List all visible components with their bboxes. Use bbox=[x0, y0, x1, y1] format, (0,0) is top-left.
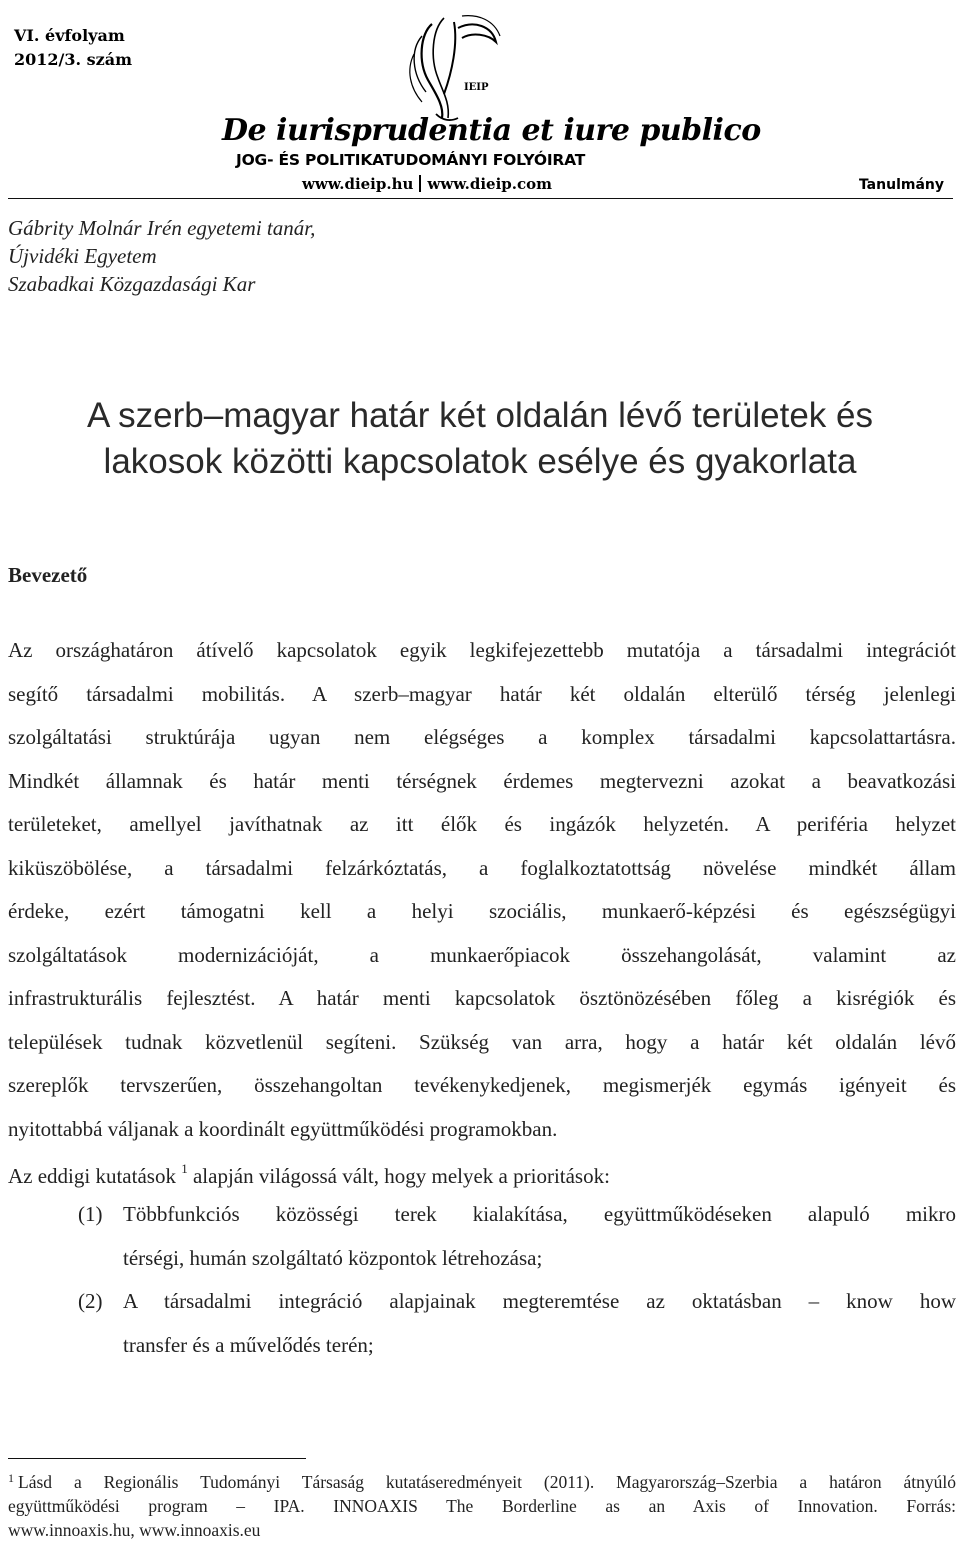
footnote-text: Lásd a Regionális Tudományi Társaság kutatáseredményeit (2011). Magyarország–Szerbia a határon átnyúló bbox=[18, 1472, 956, 1492]
footnote-links[interactable]: www.innoaxis.hu, www.innoaxis.eu bbox=[8, 1520, 261, 1540]
article-title bbox=[0, 393, 960, 485]
list-item-number: (2) bbox=[78, 1289, 103, 1313]
footnote-line: együttműködési program – IPA. INNOAXIS The Borderline as an Axis of Innovation. Forrás: bbox=[8, 1496, 956, 1516]
body-line: infrastrukturális fejlesztést. A határ menti kapcsolatok ösztönözésében főleg a kisrégiók és bbox=[8, 986, 956, 1010]
footnote-line bbox=[8, 1466, 956, 1494]
list-item-text: Többfunkciós közösségi terek kialakítása, együttműködéseken alapuló mikro bbox=[123, 1202, 956, 1226]
body-line: területeket, amellyel javíthatnak az itt élők és ingázók helyzetén. A periféria helyzet bbox=[8, 812, 956, 836]
priorities-intro-text: Az eddigi kutatások bbox=[8, 1164, 176, 1188]
website-separator bbox=[419, 175, 421, 192]
body-paragraph bbox=[8, 629, 956, 1151]
journal-header bbox=[0, 0, 960, 205]
priorities-intro bbox=[8, 1149, 610, 1196]
author-faculty: Szabadkai Közgazdasági Kar bbox=[8, 272, 256, 296]
article-title-line-2: lakosok közötti kapcsolatok esélye és gyakorlata bbox=[103, 442, 857, 481]
journal-subtitle: JOG- ÉS POLITIKATUDOMÁNYI FOLYÓIRAT bbox=[236, 151, 586, 169]
footnote-divider bbox=[8, 1458, 306, 1459]
list-item bbox=[78, 1193, 956, 1280]
section-heading: Bevezető bbox=[8, 563, 88, 587]
author-block bbox=[8, 214, 315, 298]
list-item-number: (1) bbox=[78, 1202, 103, 1226]
list-item-text: transfer és a művelődés terén; bbox=[123, 1332, 374, 1357]
journal-websites bbox=[302, 175, 552, 193]
body-line: nyitottabbá váljanak a koordinált együttműködési programokban. bbox=[8, 1116, 558, 1141]
journal-title: De iurisprudentia et iure publico bbox=[222, 113, 761, 148]
priorities-list bbox=[78, 1193, 956, 1367]
article-title-line-1: A szerb–magyar határ két oldalán lévő területek és bbox=[87, 396, 873, 435]
website-link-hu[interactable]: www.dieip.hu bbox=[302, 175, 414, 193]
body-line: szolgáltatások modernizációját, a munkaerőpiacok összehangolását, valamint az bbox=[8, 942, 956, 967]
footnote-number: 1 bbox=[8, 1471, 14, 1485]
body-line: Mindkét államnak és határ menti térségnek érdemes megtervezni azokat a beavatkozási bbox=[8, 768, 956, 793]
footnote bbox=[8, 1466, 956, 1542]
body-line: kiküszöbölése, a társadalmi felzárkóztatás, a foglalkoztatottság növelése mindkét állam bbox=[8, 855, 956, 880]
header-divider bbox=[8, 198, 953, 199]
author-name: Gábrity Molnár Irén egyetemi tanár, bbox=[8, 216, 316, 240]
list-item bbox=[78, 1280, 956, 1367]
website-link-com[interactable]: www.dieip.com bbox=[427, 175, 553, 193]
article-category: Tanulmány bbox=[858, 177, 944, 193]
priorities-intro-text-end: alapján világossá vált, hogy melyek a prioritások: bbox=[187, 1164, 610, 1188]
body-line: Az országhatáron átívelő kapcsolatok egyik legkifejezettebb mutatója a társadalmi integrációt bbox=[8, 638, 956, 662]
footnote-reference[interactable]: 1 bbox=[181, 1161, 188, 1176]
body-line: érdeke, ezért támogatni kell a helyi szociális, munkaerő-képzési és egészségügyi bbox=[8, 899, 956, 923]
list-item-text: A társadalmi integráció alapjainak megteremtése az oktatásban – know how bbox=[123, 1289, 956, 1313]
journal-logo-icon bbox=[392, 14, 502, 126]
body-line: szolgáltatási struktúrája ugyan nem elégséges a komplex társadalmi kapcsolattartásra. bbox=[8, 725, 956, 749]
author-university: Újvidéki Egyetem bbox=[8, 244, 157, 268]
issue-label: 2012/3. szám bbox=[14, 50, 133, 69]
body-line: segítő társadalmi mobilitás. A szerb–magyar határ két oldalán elterülő térség jelenlegi bbox=[8, 681, 956, 706]
logo-badge-text: IEIP bbox=[464, 82, 489, 93]
body-line: szereplők tervszerűen, összehangoltan tevékenykedjenek, megismerjék egymás igényeit és bbox=[8, 1073, 956, 1097]
body-line: települések tudnak közvetlenül segíteni. Szükség van arra, hogy a határ két oldalán lévő bbox=[8, 1029, 956, 1054]
list-item-text: térségi, humán szolgáltató központok létrehozása; bbox=[123, 1245, 543, 1270]
volume-label: VI. évfolyam bbox=[14, 26, 125, 45]
issue-info bbox=[14, 24, 132, 72]
